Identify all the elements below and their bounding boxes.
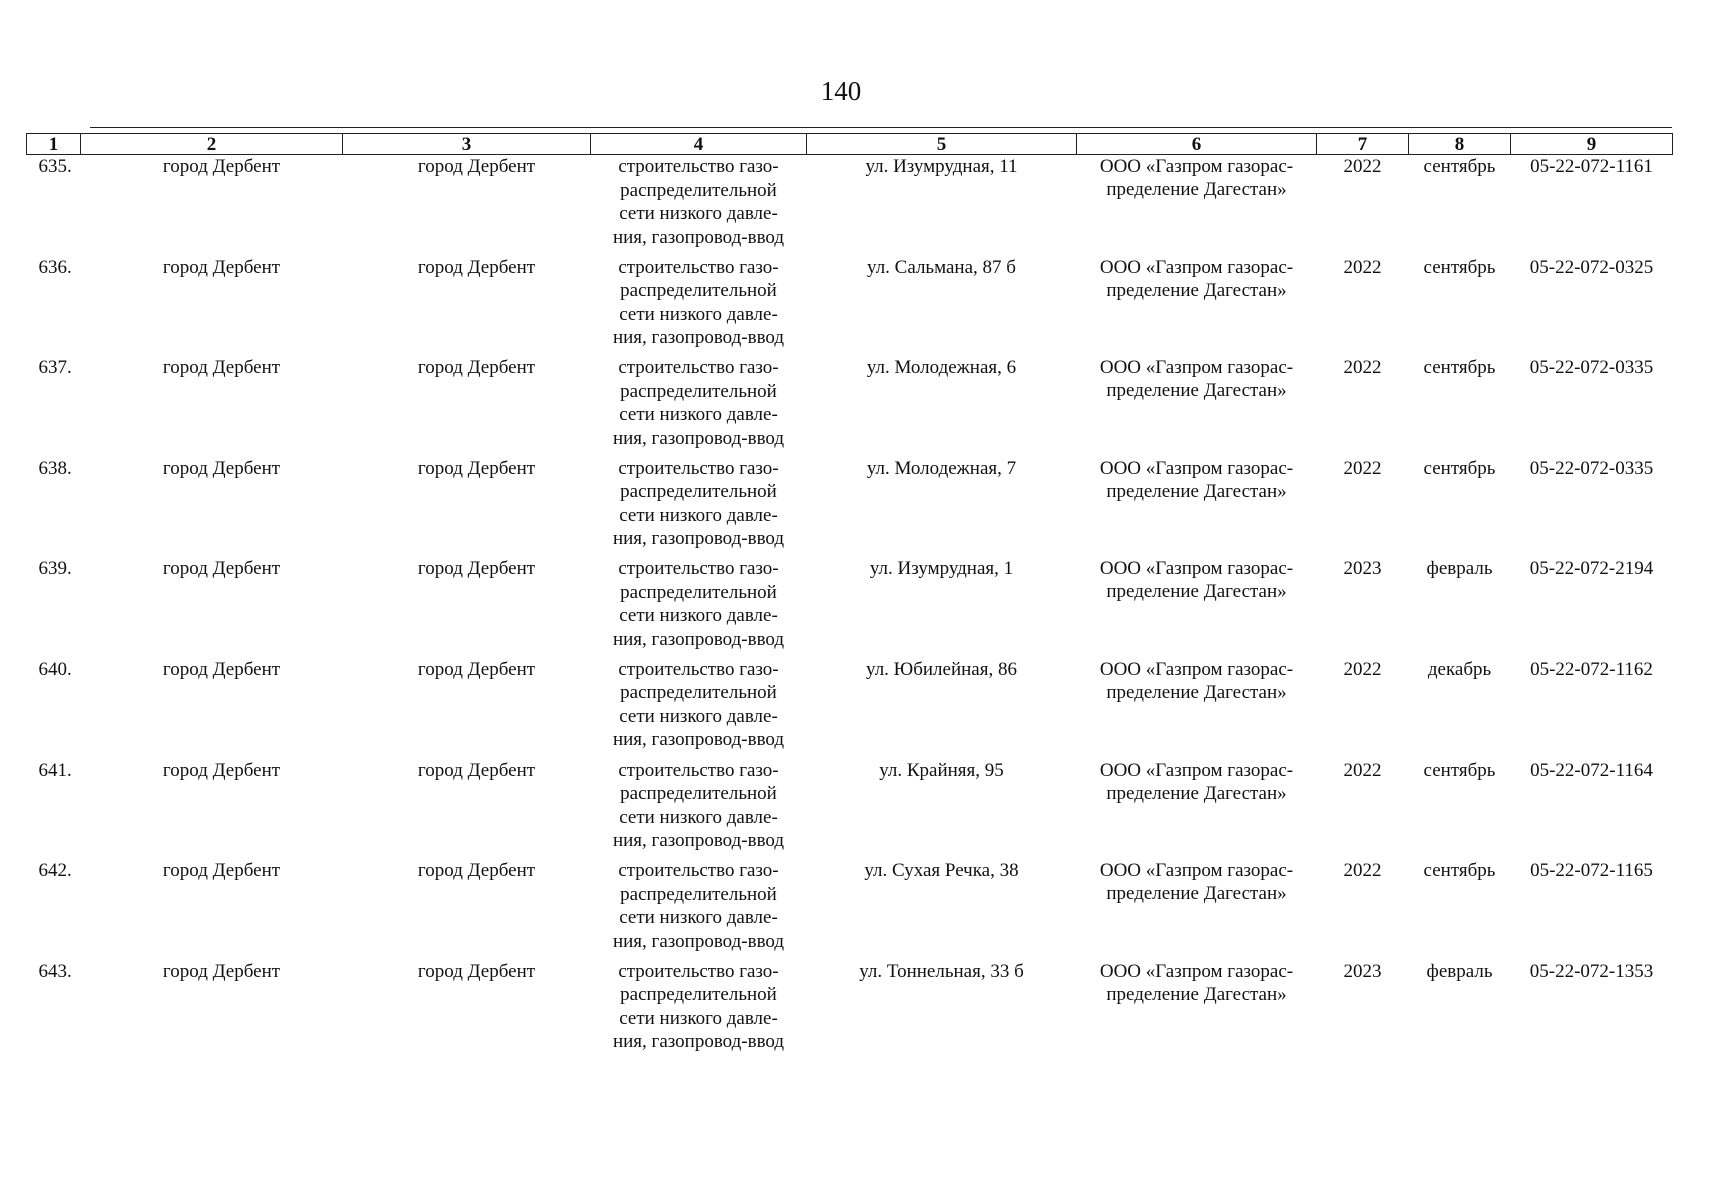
table-header <box>27 134 1673 155</box>
organization-cell-line: ООО «Газпром газорас- <box>1099 658 1294 680</box>
year-cell: 2022 <box>1343 860 1382 882</box>
work-type-cell-line: сети низкого давле- <box>619 806 778 828</box>
code-cell: 05-22-072-1161 <box>1530 156 1653 177</box>
address-cell: ул. Сухая Речка, 38 <box>864 860 1019 882</box>
settlement-cell: город Дербент <box>417 759 536 781</box>
row-number: 642. <box>38 860 72 882</box>
organization-cell <box>1077 960 1317 1061</box>
organization-cell-line: ООО «Газпром газорас- <box>1099 457 1294 479</box>
column-header: 2 <box>81 134 343 155</box>
work-type-cell-line: распределительной <box>620 380 777 402</box>
month-cell: сентябрь <box>1423 256 1496 278</box>
table-row <box>27 356 1673 457</box>
work-type-cell-line: сети низкого давле- <box>619 404 778 426</box>
address-cell: ул. Крайняя, 95 <box>879 759 1004 781</box>
work-type-cell-line: распределительной <box>620 179 777 201</box>
organization-cell <box>1077 256 1317 357</box>
address-cell: ул. Изумрудная, 1 <box>869 558 1014 580</box>
work-type-cell-line: ния, газопровод-ввод <box>612 226 785 248</box>
organization-cell-line: ООО «Газпром газорас- <box>1099 558 1294 580</box>
table-row <box>27 557 1673 658</box>
work-type-cell-line: сети низкого давле- <box>619 605 778 627</box>
column-header: 8 <box>1409 134 1511 155</box>
work-type-cell <box>591 256 807 357</box>
work-type-cell-line: ния, газопровод-ввод <box>612 729 785 751</box>
organization-cell <box>1077 859 1317 960</box>
organization-cell-line: пределение Дагестан» <box>1106 883 1287 905</box>
row-number: 637. <box>38 357 72 379</box>
row-number: 639. <box>38 558 72 580</box>
municipality-cell: город Дербент <box>162 658 281 680</box>
work-type-cell-line: ния, газопровод-ввод <box>612 528 785 550</box>
table-row <box>27 457 1673 558</box>
table-row <box>27 658 1673 759</box>
address-cell: ул. Молодежная, 7 <box>866 457 1017 479</box>
work-type-cell-line: распределительной <box>620 783 777 805</box>
month-cell: сентябрь <box>1423 759 1496 781</box>
work-type-cell <box>591 457 807 558</box>
column-header: 3 <box>343 134 591 155</box>
column-header: 1 <box>27 134 81 155</box>
work-type-cell <box>591 759 807 860</box>
work-type-cell-line: строительство газо- <box>618 357 779 379</box>
organization-cell-line: ООО «Газпром газорас- <box>1099 156 1294 177</box>
organization-cell <box>1077 457 1317 558</box>
top-rule <box>90 127 1672 128</box>
work-type-cell <box>591 356 807 457</box>
settlement-cell: город Дербент <box>417 860 536 882</box>
month-cell: февраль <box>1426 558 1493 580</box>
work-type-cell-line: строительство газо- <box>618 156 779 177</box>
municipality-cell: город Дербент <box>162 558 281 580</box>
municipality-cell: город Дербент <box>162 860 281 882</box>
year-cell: 2022 <box>1343 457 1382 479</box>
work-type-cell-line: распределительной <box>620 984 777 1006</box>
year-cell: 2022 <box>1343 156 1382 177</box>
month-cell: декабрь <box>1427 658 1492 680</box>
settlement-cell: город Дербент <box>417 658 536 680</box>
municipality-cell: город Дербент <box>162 156 281 177</box>
work-type-cell-line: ния, газопровод-ввод <box>612 930 785 952</box>
row-number: 641. <box>38 759 72 781</box>
table-row <box>27 859 1673 960</box>
municipality-cell: город Дербент <box>162 357 281 379</box>
table-row <box>27 256 1673 357</box>
column-header: 5 <box>807 134 1077 155</box>
settlement-cell: город Дербент <box>417 156 536 177</box>
code-cell: 05-22-072-0335 <box>1529 357 1654 379</box>
work-type-cell-line: строительство газо- <box>618 256 779 278</box>
work-type-cell-line: строительство газо- <box>618 860 779 882</box>
works-table <box>26 133 1673 1060</box>
municipality-cell: город Дербент <box>162 457 281 479</box>
table-row <box>27 960 1673 1061</box>
code-cell: 05-22-072-1165 <box>1530 860 1653 882</box>
work-type-cell <box>591 658 807 759</box>
work-type-cell <box>591 155 807 256</box>
column-header: 4 <box>591 134 807 155</box>
organization-cell-line: пределение Дагестан» <box>1106 581 1287 603</box>
work-type-cell-line: распределительной <box>620 581 777 603</box>
address-cell: ул. Молодежная, 6 <box>866 357 1017 379</box>
month-cell: февраль <box>1426 960 1493 982</box>
work-type-cell-line: строительство газо- <box>618 457 779 479</box>
address-cell: ул. Изумрудная, 11 <box>865 156 1018 177</box>
organization-cell-line: пределение Дагестан» <box>1106 782 1287 804</box>
organization-cell-line: пределение Дагестан» <box>1106 480 1287 502</box>
year-cell: 2023 <box>1343 960 1382 982</box>
year-cell: 2022 <box>1343 357 1382 379</box>
work-type-cell-line: ния, газопровод-ввод <box>612 1031 785 1053</box>
organization-cell <box>1077 658 1317 759</box>
work-type-cell-line: строительство газо- <box>618 658 779 680</box>
organization-cell-line: ООО «Газпром газорас- <box>1099 860 1294 882</box>
month-cell: сентябрь <box>1423 860 1496 882</box>
municipality-cell: город Дербент <box>162 256 281 278</box>
work-type-cell-line: сети низкого давле- <box>619 1007 778 1029</box>
code-cell: 05-22-072-1164 <box>1530 759 1653 781</box>
address-cell: ул. Тоннельная, 33 б <box>859 960 1024 982</box>
organization-cell-line: пределение Дагестан» <box>1106 983 1287 1005</box>
row-number: 636. <box>38 256 72 278</box>
month-cell: сентябрь <box>1423 357 1496 379</box>
work-type-cell <box>591 960 807 1061</box>
code-cell: 05-22-072-1353 <box>1529 960 1654 982</box>
column-header: 7 <box>1317 134 1409 155</box>
table-row <box>27 155 1673 256</box>
organization-cell-line: ООО «Газпром газорас- <box>1099 256 1294 278</box>
settlement-cell: город Дербент <box>417 256 536 278</box>
organization-cell-line: ООО «Газпром газорас- <box>1099 960 1294 982</box>
code-cell: 05-22-072-0325 <box>1529 256 1654 278</box>
month-cell: сентябрь <box>1423 457 1496 479</box>
month-cell: сентябрь <box>1423 156 1496 177</box>
organization-cell <box>1077 356 1317 457</box>
year-cell: 2022 <box>1343 658 1382 680</box>
column-header: 6 <box>1077 134 1317 155</box>
settlement-cell: город Дербент <box>417 960 536 982</box>
organization-cell-line: пределение Дагестан» <box>1106 179 1287 200</box>
work-type-cell-line: ния, газопровод-ввод <box>612 327 785 349</box>
organization-cell <box>1077 155 1317 256</box>
table-row <box>27 759 1673 860</box>
work-type-cell <box>591 859 807 960</box>
municipality-cell: город Дербент <box>162 759 281 781</box>
work-type-cell-line: сети низкого давле- <box>619 203 778 224</box>
municipality-cell: город Дербент <box>162 960 281 982</box>
work-type-cell-line: распределительной <box>620 280 777 302</box>
column-header: 9 <box>1511 134 1673 155</box>
row-number: 640. <box>38 658 72 680</box>
row-number: 635. <box>38 156 72 177</box>
row-number: 643. <box>38 960 72 982</box>
work-type-cell-line: ния, газопровод-ввод <box>612 427 785 449</box>
organization-cell-line: ООО «Газпром газорас- <box>1099 357 1294 379</box>
address-cell: ул. Сальмана, 87 б <box>867 256 1016 278</box>
code-cell: 05-22-072-1162 <box>1530 658 1653 680</box>
work-type-cell-line: распределительной <box>620 682 777 704</box>
organization-cell <box>1077 759 1317 860</box>
work-type-cell-line: строительство газо- <box>618 960 779 982</box>
settlement-cell: город Дербент <box>417 357 536 379</box>
organization-cell-line: пределение Дагестан» <box>1106 279 1287 301</box>
work-type-cell <box>591 557 807 658</box>
row-number: 638. <box>38 457 72 479</box>
work-type-cell-line: распределительной <box>620 481 777 503</box>
settlement-cell: город Дербент <box>417 457 536 479</box>
work-type-cell-line: ния, газопровод-ввод <box>612 830 785 852</box>
header-row <box>27 134 1673 155</box>
work-type-cell-line: строительство газо- <box>618 558 779 580</box>
settlement-cell: город Дербент <box>417 558 536 580</box>
organization-cell <box>1077 557 1317 658</box>
code-cell: 05-22-072-0335 <box>1529 457 1654 479</box>
table-body <box>27 155 1673 1061</box>
code-cell: 05-22-072-2194 <box>1529 558 1654 580</box>
work-type-cell-line: сети низкого давле- <box>619 504 778 526</box>
work-type-cell-line: распределительной <box>620 883 777 905</box>
year-cell: 2022 <box>1343 256 1382 278</box>
work-type-cell-line: ния, газопровод-ввод <box>612 628 785 650</box>
year-cell: 2023 <box>1343 558 1382 580</box>
organization-cell-line: ООО «Газпром газорас- <box>1099 759 1294 781</box>
work-type-cell-line: строительство газо- <box>618 759 779 781</box>
year-cell: 2022 <box>1343 759 1382 781</box>
work-type-cell-line: сети низкого давле- <box>619 907 778 929</box>
address-cell: ул. Юбилейная, 86 <box>866 658 1017 680</box>
work-type-cell-line: сети низкого давле- <box>619 705 778 727</box>
work-type-cell-line: сети низкого давле- <box>619 303 778 325</box>
organization-cell-line: пределение Дагестан» <box>1106 681 1287 703</box>
organization-cell-line: пределение Дагестан» <box>1106 380 1287 402</box>
page-number: 140 <box>820 76 862 106</box>
